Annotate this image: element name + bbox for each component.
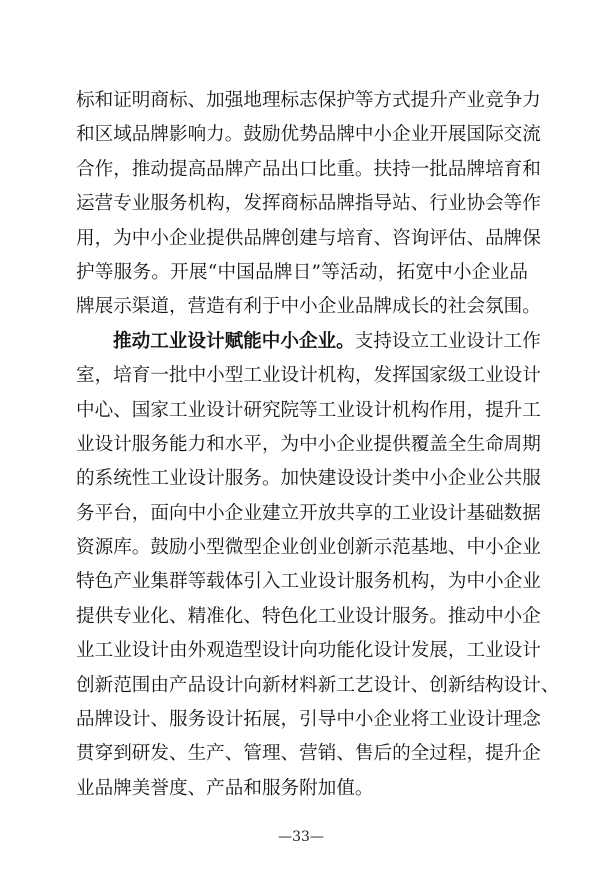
paragraph-first-line [76, 325, 541, 359]
text-line: 特色产业集群等载体引入工业设计服务机构，为中小企业 [76, 571, 541, 593]
text-line: 务平台，面向中小企业建立开放共享的工业设计基础数据 [76, 502, 541, 524]
text-line: 护等服务。开展“中国品牌日”等活动，拓宽中小企业品 [76, 261, 528, 283]
text-line: 的系统性工业设计服务。加快建设设计类中小企业公共服 [76, 468, 541, 490]
text-line: 用，为中小企业提供品牌创建与培育、咨询评估、品牌保 [76, 227, 541, 249]
document-body [76, 84, 560, 806]
text-line: 资源库。鼓励小型微型企业创业创新示范基地、中小企业 [76, 537, 541, 559]
text-line: 牌展示渠道，营造有利于中小企业品牌成长的社会氛围。 [76, 296, 541, 318]
paragraph-heading: 推动工业设计赋能中小企业。 [113, 330, 355, 352]
text-line: 室，培育一批中小型工业设计机构，发挥国家级工业设计 [76, 365, 541, 387]
page-number: —33— [278, 829, 324, 845]
text-line: 品牌设计、服务设计拓展，引导中小企业将工业设计理念 [76, 709, 541, 731]
text-line: 标和证明商标、加强地理标志保护等方式提升产业竞争力 [76, 90, 541, 111]
text-line: 合作，推动提高品牌产品出口比重。扶持一批品牌培育和 [76, 158, 541, 180]
text-line: 创新范围由产品设计向新材料新工艺设计、创新结构设计、 [76, 674, 560, 696]
text-line: 和区域品牌影响力。鼓励优势品牌中小企业开展国际交流 [76, 124, 541, 146]
text-line: 贯穿到研发、生产、管理、营销、售后的全过程，提升企 [76, 743, 541, 765]
text-line: 业品牌美誉度、产品和服务附加值。 [76, 777, 374, 799]
text-line: 业设计服务能力和水平，为中小企业提供覆盖全生命周期 [76, 433, 541, 455]
text-line: 提供专业化、精准化、特色化工业设计服务。推动中小企 [76, 605, 541, 627]
paragraph-industrial-design [76, 325, 560, 806]
text-line: 中心、国家工业设计研究院等工业设计机构作用，提升工 [76, 399, 541, 421]
paragraph-brand-building [76, 84, 541, 325]
text-line: 业工业设计由外观造型设计向功能化设计发展，工业设计 [76, 640, 541, 662]
paragraph-first-line-text: 支持设立工业设计工作 [354, 330, 541, 352]
text-line: 运营专业服务机构，发挥商标品牌指导站、行业协会等作 [76, 193, 541, 215]
